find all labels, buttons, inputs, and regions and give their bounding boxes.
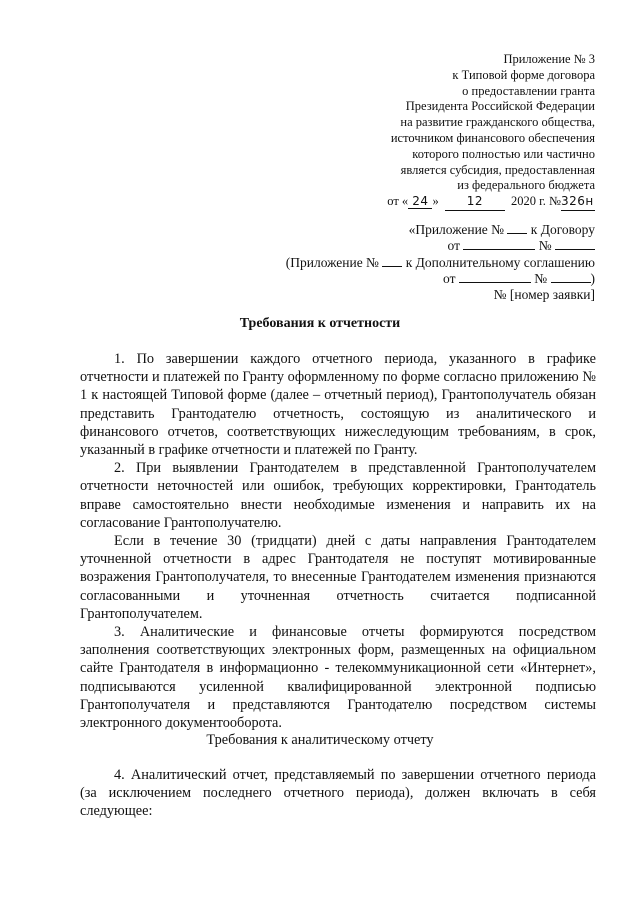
- appendix-contract: к Договору: [530, 222, 595, 237]
- blank-field: [382, 266, 402, 267]
- appendix-line-4: [235, 271, 595, 287]
- blank-field: [555, 249, 595, 250]
- header-line: Президента Российской Федерации: [405, 99, 595, 114]
- from-label: от: [447, 238, 460, 254]
- appendix-reference: [235, 222, 595, 303]
- section-subtitle: Требования к аналитическому отчету: [206, 732, 434, 748]
- appendix-line-5: № [номер заявки]: [493, 287, 595, 303]
- approval-header: [295, 52, 595, 211]
- header-line: к Типовой форме договора: [452, 67, 595, 82]
- date-day: 24: [408, 194, 432, 209]
- paragraph: 2. При выявлении Грантодателем в представленной Грантополучателем отчетности неточностей или ошибок, требующих корректировки, Грантодатель вправе самостоятельно внести необходимые изменения и направить их на согласование Грантополучателю.: [80, 460, 596, 531]
- blank-field: [463, 249, 535, 250]
- appendix-label: «Приложение №: [408, 222, 505, 237]
- header-line: из федерального бюджета: [457, 178, 595, 193]
- date-mid: »: [432, 194, 439, 209]
- header-line: на развитие гражданского общества,: [400, 115, 595, 130]
- paragraph: 1. По завершении каждого отчетного периода, указанного в графике отчетности и платежей по Гранту оформленному по форме согласно приложению № 1 к настоящей Типовой форме (далее – отчетный период), Грантополучатель обязан представить Грантодателю отчетность, состоящую из аналитического и финансового отчетов, соответствующих нижеследующим требованиям, в срок, указанный в графике отчетности и платежей по Гранту.: [80, 351, 596, 459]
- appendix-agreement: к Дополнительному соглашению: [405, 254, 595, 270]
- document-title: Требования к отчетности: [239, 316, 401, 331]
- header-line: о предоставлении гранта: [462, 83, 595, 98]
- header-line: Приложение № 3: [503, 52, 595, 66]
- appendix-line-3: [235, 255, 595, 271]
- header-line: источником финансового обеспечения: [390, 130, 595, 145]
- order-number: 326н: [561, 194, 595, 211]
- appendix-line-2: [235, 238, 595, 254]
- header-line: которого полностью или частично: [412, 146, 595, 161]
- date-month: 12: [445, 194, 505, 211]
- order-date-line: [295, 194, 595, 211]
- paragraph: Если в течение 30 (тридцати) дней с даты направления Грантодателем уточненной отчетности в адрес Грантодателя не поступят мотивированные возражения Грантополучателя, то внесенные Грантодателем изменения признаются согласованными и уточненная отчетность считается подписанной Грантополучателем.: [80, 533, 596, 622]
- date-year: 2020 г. №: [510, 194, 561, 209]
- number-label: №: [534, 270, 548, 286]
- analytic-body: [80, 766, 596, 821]
- paragraph: 3. Аналитические и финансовые отчеты формируются посредством заполнения соответствующих электронных форм, размещенных на официальном сайте Грантодателя в информационно - телекоммуникационной сети «Интернет», подписываются усиленной квалифицированной электронной подписью Грантополучателя и представляются Грантодателю посредством системы электронного документооборота.: [80, 624, 596, 732]
- closing-paren: ): [590, 270, 595, 286]
- blank-field: [551, 282, 591, 283]
- requirements-body: [80, 350, 596, 732]
- header-line: является субсидия, предоставленная: [400, 162, 595, 177]
- appendix-label: (Приложение №: [285, 254, 379, 270]
- paragraph: 4. Аналитический отчет, представляемый по завершении отчетного периода (за исключением последнего отчетного периода), должен включать в себя следующее:: [80, 767, 596, 820]
- blank-field: [459, 282, 531, 283]
- from-label: от: [443, 270, 456, 286]
- number-label: №: [538, 238, 552, 254]
- appendix-line-1: [235, 222, 595, 238]
- blank-field: [507, 233, 527, 234]
- date-prefix: от «: [387, 194, 409, 209]
